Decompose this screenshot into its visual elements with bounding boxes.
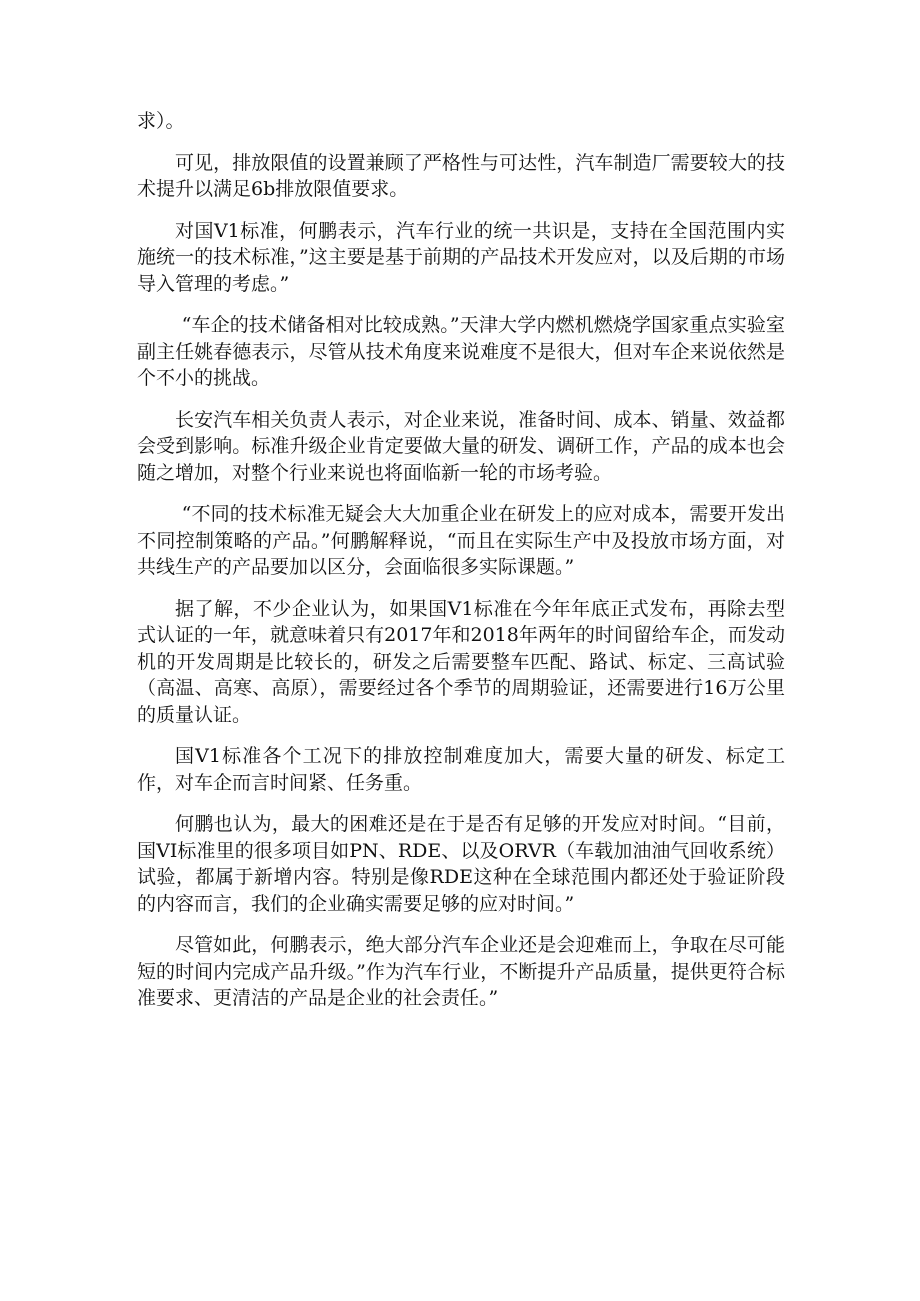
paragraph-timeline: 据了解，不少企业认为，如果国V1标准在今年年底正式发布，再除去型式认证的一年，就意味着只有2017年和2018年两年的时间留给车企，而发动机的开发周期是比较长的，研发之后需要整车匹配、路试、标定、三高试验（高温、高寒、高原），需要经过各个季节的周期验证，还需要进行16万公里的质量认证。 <box>137 597 785 726</box>
paragraph-emission-limits: 可见，排放限值的设置兼顾了严格性与可达性，汽车制造厂需要较大的技术提升以满足6b排放限值要求。 <box>137 151 785 200</box>
article-body <box>137 108 785 1027</box>
paragraph-difficulty: 国V1标准各个工况下的排放控制难度加大，需要大量的研发、标定工作，对车企而言时间紧、任务重。 <box>137 745 785 794</box>
paragraph-continuation: 求）。 <box>137 110 185 132</box>
paragraph-unified-standard: 对国V1标准，何鹏表示，汽车行业的统一共识是，支持在全国范围内实施统一的技术标准，”这主要是基于前期的产品技术开发应对，以及后期的市场导入管理的考虑。” <box>137 219 785 295</box>
paragraph-different-standards: “不同的技术标准无疑会大大加重企业在研发上的应对成本，需要开发出不同控制策略的产品。”何鹏解释说，“而且在实际生产中及投放市场方面，对共线生产的产品要加以区分，会面临很多实际课题。” <box>137 503 785 578</box>
paragraph-responsibility: 尽管如此，何鹏表示，绝大部分汽车企业还是会迎难而上，争取在尽可能短的时间内完成产品升级。”作为汽车行业，不断提升产品质量，提供更符合标准要求、更清洁的产品是企业的社会责任。” <box>137 934 785 1009</box>
paragraph-tech-reserve: “车企的技术储备相对比较成熟。”天津大学内燃机燃烧学国家重点实验室副主任姚春德表示，尽管从技术角度来说难度不是很大，但对车企来说依然是个不小的挑战。 <box>137 314 785 389</box>
paragraph-development-time: 何鹏也认为，最大的困难还是在于是否有足够的开发应对时间。“目前，国VI标准里的很多项目如PN、RDE、以及ORVR（车载加油油气回收系统）试验，都属于新增内容。特别是像RDE这种在全球范围内都还处于验证阶段的内容而言，我们的企业确实需要足够的应对时间。” <box>137 813 785 915</box>
paragraph-changan: 长安汽车相关负责人表示，对企业来说，准备时间、成本、销量、效益都会受到影响。标准升级企业肯定要做大量的研发、调研工作，产品的成本也会随之增加，对整个行业来说也将面临新一轮的市场考验。 <box>137 408 785 484</box>
